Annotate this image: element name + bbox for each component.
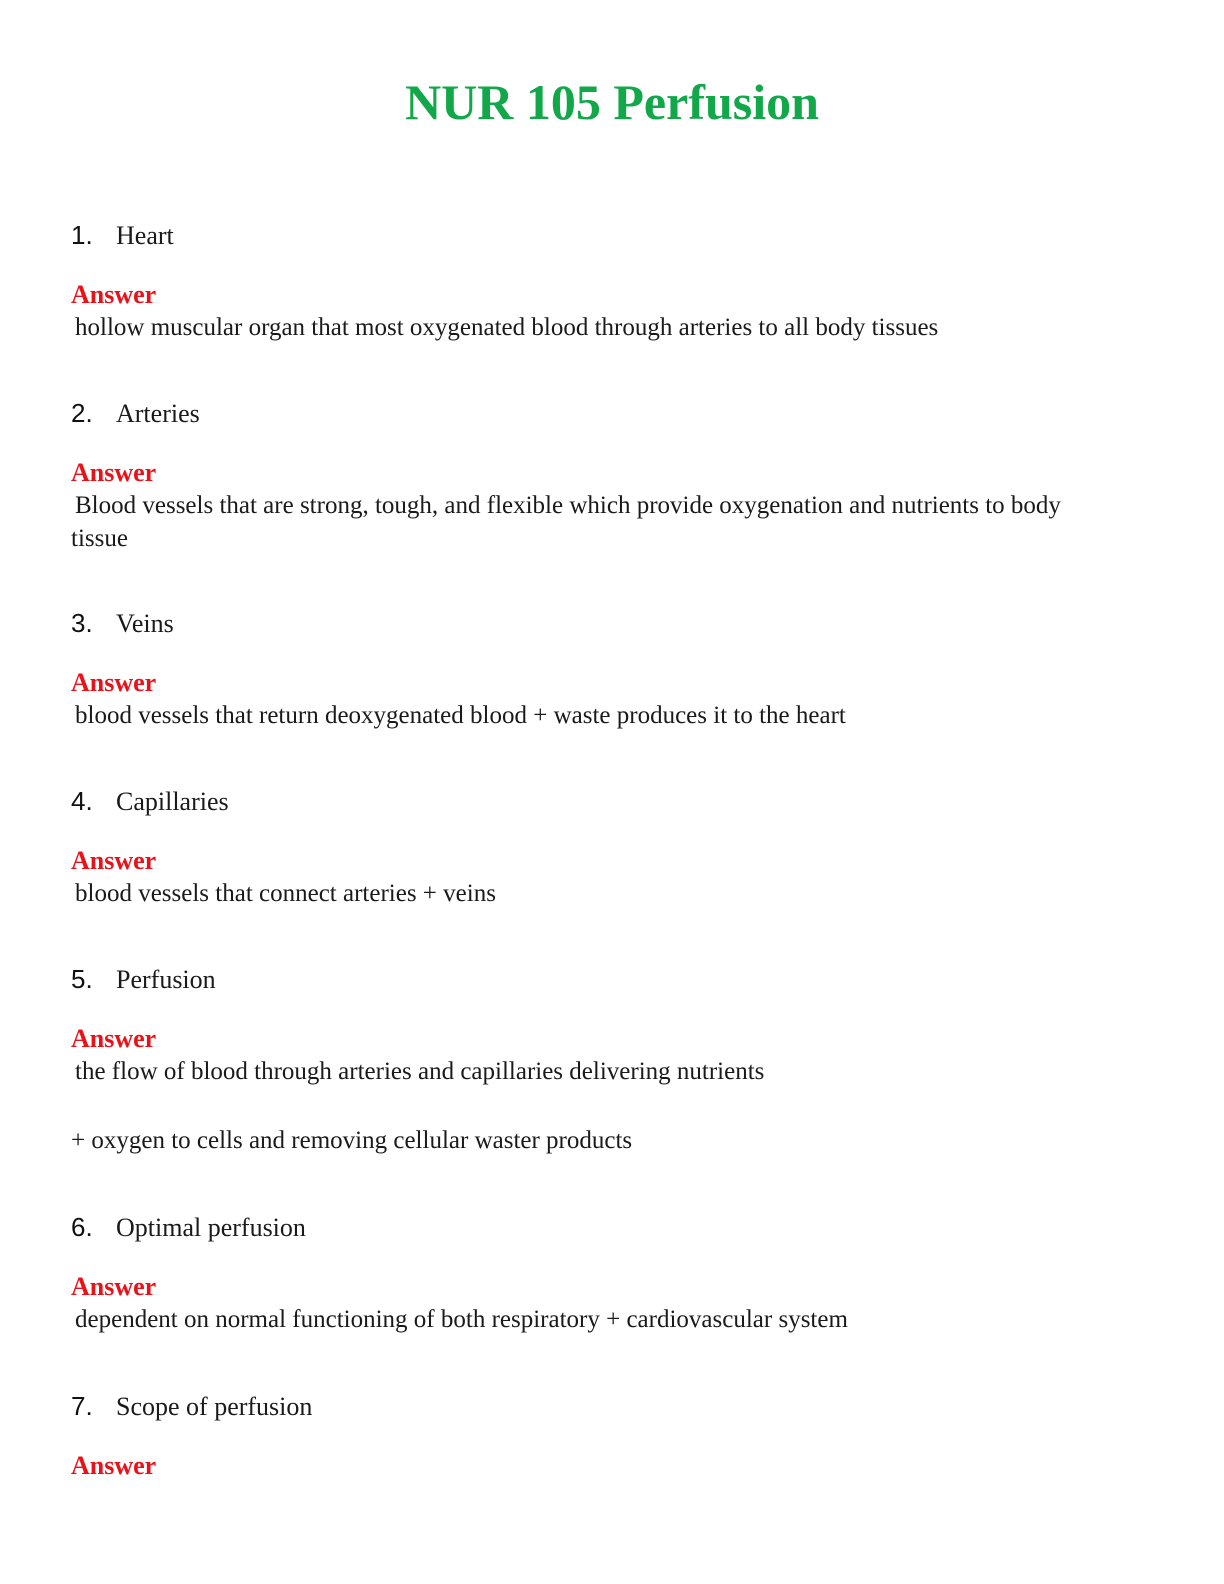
answer-text: hollow muscular organ that most oxygenated blood through arteries to all body tissues xyxy=(75,314,939,341)
question-heading xyxy=(71,1389,1124,1423)
question-number: 5. xyxy=(71,964,93,994)
answer-label: Answer xyxy=(71,846,157,875)
question-term: Perfusion xyxy=(116,965,216,994)
question-item xyxy=(71,962,1124,1157)
answer-label: Answer xyxy=(71,1451,157,1480)
answer-label: Answer xyxy=(71,280,157,309)
question-heading xyxy=(71,606,1124,640)
question-heading xyxy=(71,218,1124,252)
question-term: Optimal perfusion xyxy=(116,1213,306,1242)
answer-label: Answer xyxy=(71,458,157,487)
question-heading xyxy=(71,396,1124,430)
answer-label: Answer xyxy=(71,1024,157,1053)
question-number: 6. xyxy=(71,1212,93,1242)
answer-text-content: Blood vessels that are strong, tough, and flexible which provide oxygenation and nutrients to body tissue xyxy=(71,492,1068,552)
page-title: NUR 105 Perfusion xyxy=(405,74,819,130)
question-heading xyxy=(71,962,1124,996)
question-term: Heart xyxy=(116,221,174,250)
answer-text: blood vessels that connect arteries + veins xyxy=(75,880,496,907)
answer-text: the flow of blood through arteries and capillaries delivering nutrients xyxy=(75,1058,765,1085)
question-item xyxy=(71,218,1124,344)
answer-label: Answer xyxy=(71,668,157,697)
answer-label: Answer xyxy=(71,1272,157,1301)
question-heading xyxy=(71,1210,1124,1244)
question-term: Veins xyxy=(116,609,174,638)
question-number: 3. xyxy=(71,608,93,638)
answer-text: blood vessels that return deoxygenated blood + waste produces it to the heart xyxy=(75,702,846,729)
question-heading xyxy=(71,784,1124,818)
answer-text: dependent on normal functioning of both respiratory + cardiovascular system xyxy=(75,1306,848,1333)
question-number: 7. xyxy=(71,1391,93,1421)
question-term: Scope of perfusion xyxy=(116,1392,313,1421)
question-item xyxy=(71,784,1124,910)
question-item xyxy=(71,1389,1124,1482)
question-number: 2. xyxy=(71,398,93,428)
answer-text-continued: + oxygen to cells and removing cellular waster products xyxy=(71,1127,633,1154)
question-number: 1. xyxy=(71,220,93,250)
question-term: Capillaries xyxy=(116,787,229,816)
question-number: 4. xyxy=(71,786,93,816)
answer-text xyxy=(71,489,1124,555)
question-item xyxy=(71,606,1124,732)
question-item xyxy=(71,396,1124,555)
question-term: Arteries xyxy=(116,399,200,428)
question-item xyxy=(71,1210,1124,1336)
